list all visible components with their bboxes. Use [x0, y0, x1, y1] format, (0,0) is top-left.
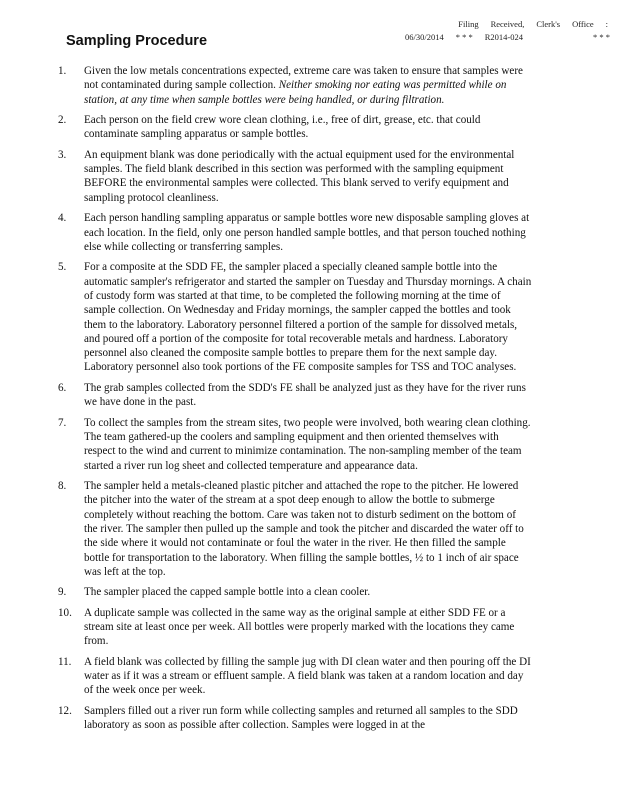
list-item — [58, 655, 532, 698]
stamp-filing: Filing — [458, 19, 479, 29]
item-text: Samplers filled out a river run form while collecting samples and returned all samples to the SDD laboratory as soon as possible after collection. Samples were logged in at the — [84, 704, 518, 732]
item-number: 12. — [58, 704, 72, 717]
item-text-emphasis: Neither smoking nor eating was permitted while on station, at any time when sample bottles were being handled, or during filtration. — [84, 79, 507, 106]
item-number: 1. — [58, 65, 67, 77]
list-item — [58, 148, 532, 205]
list-item — [58, 704, 532, 733]
list-item — [58, 260, 532, 374]
item-text: The sampler held a metals-cleaned plastic pitcher and attached the rope to the pitcher. He lowered the pitcher into the water of the stream at a spot deep enough to allow the bottle to submerge completely without reaching the bottom. Care was taken not to disturb sediment on the bottom of the river. The sampler then pulled up the sample and took the pitcher and discarded the water off to the side where it would not contaminate or foul the water in the river. He then filled the sample bottle for transportation to the laboratory. When filling the sample bottles, ½ to 1 inch of air space was left at the top. — [84, 480, 524, 578]
item-number: 7. — [58, 416, 67, 429]
item-text: Each person handling sampling apparatus or sample bottles wore new disposable sampling gloves at each location. In the field, only one person handled sample bottles, and that person touched nothing else while collecting or transferring samples. — [84, 212, 530, 253]
list-item — [58, 113, 532, 142]
list-item — [58, 606, 532, 649]
item-text: The sampler placed the capped sample bottle into a clean cooler. — [84, 586, 371, 599]
item-number: 10. — [58, 606, 72, 619]
stamp-office: Office — [572, 19, 594, 29]
list-item — [58, 211, 532, 254]
item-number: 11. — [58, 655, 72, 668]
procedure-list — [58, 64, 532, 739]
item-number: 3. — [58, 148, 67, 161]
stamp-detail-row — [405, 31, 610, 44]
item-text: A field blank was collected by filling the sample jug with DI clean water and then pouring off the DI water as if it was a stream or effluent sample. A field blank was taken at a random location and day of the week once per week. — [84, 655, 531, 697]
list-item — [58, 479, 532, 579]
list-item — [58, 585, 532, 599]
item-text-regular: Given the low metals concentrations expected, extreme care was taken to ensure that samples were not contaminated during sample collection. — [84, 65, 523, 92]
item-text: The grab samples collected from the SDD's FE shall be analyzed just as they have for the river runs we have done in the past. — [84, 381, 526, 409]
stamp-marks-right: * * * — [593, 32, 610, 42]
item-text: A duplicate sample was collected in the same way as the original sample at either SDD FE or a stream site at least once per week. All bottles were properly marked with the locations they came from. — [84, 606, 515, 648]
item-number: 6. — [58, 381, 67, 394]
item-number: 5. — [58, 261, 67, 274]
stamp-clerks: Clerk's — [536, 19, 561, 29]
page-title: Sampling Procedure — [66, 33, 208, 49]
list-item — [58, 381, 532, 410]
item-text: For a composite at the SDD FE, the sampler placed a specially cleaned sample bottle into the automatic sampler's refrigerator and started the sampler on Tuesday and Thursday mornings. A chain of custody form was started at that time, to be completed the following morning at the time of sample collection. On Wednesday and Friday mornings, the sampler capped the bottles and took them to the laboratory. Laboratory personnel filtered a portion of the sample for dissolved metals, and poured off a portion of the composite for total recoverable metals and hardness. Laboratory personnel also cleaned the composite sample bottles to prepare them for the next sample day. Laboratory personnel also took portions of the FE composite samples for TSS and TOC analyses. — [84, 261, 532, 374]
stamp-date: 06/30/2014 — [405, 32, 444, 42]
item-text: An equipment blank was done periodically with the actual equipment used for the environmental samples. The field blank described in this section was performed with the sampling equipment BEFORE the environmental samples were collected. This blank served to verify equipment and sampling protocol cleanliness. — [84, 148, 515, 204]
item-text — [84, 64, 532, 107]
item-text: To collect the samples from the stream sites, two people were involved, both wearing clean clothing. The team gathered-up the coolers and sampling equipment and then oriented themselves with respect to the wind and current to minimize contamination. The non-sampling member of the team started a river run log sheet and collected temperature and appearance data. — [84, 416, 531, 472]
item-number: 2. — [58, 114, 67, 127]
stamp-docket: R2014-024 — [484, 32, 523, 42]
item-number: 8. — [58, 480, 67, 493]
stamp-marks-left: * * * — [455, 32, 473, 42]
stamp-colon: : — [605, 19, 608, 29]
stamp-header-row — [405, 18, 610, 31]
item-number: 9. — [58, 586, 67, 599]
list-item — [58, 64, 532, 107]
filing-stamp — [405, 18, 610, 44]
item-number: 4. — [58, 212, 67, 225]
item-text: Each person on the field crew wore clean clothing, i.e., free of dirt, grease, etc. that could contaminate sampling apparatus or sample bottles. — [84, 114, 481, 141]
list-item — [58, 416, 532, 473]
stamp-received: Received, — [490, 19, 525, 29]
